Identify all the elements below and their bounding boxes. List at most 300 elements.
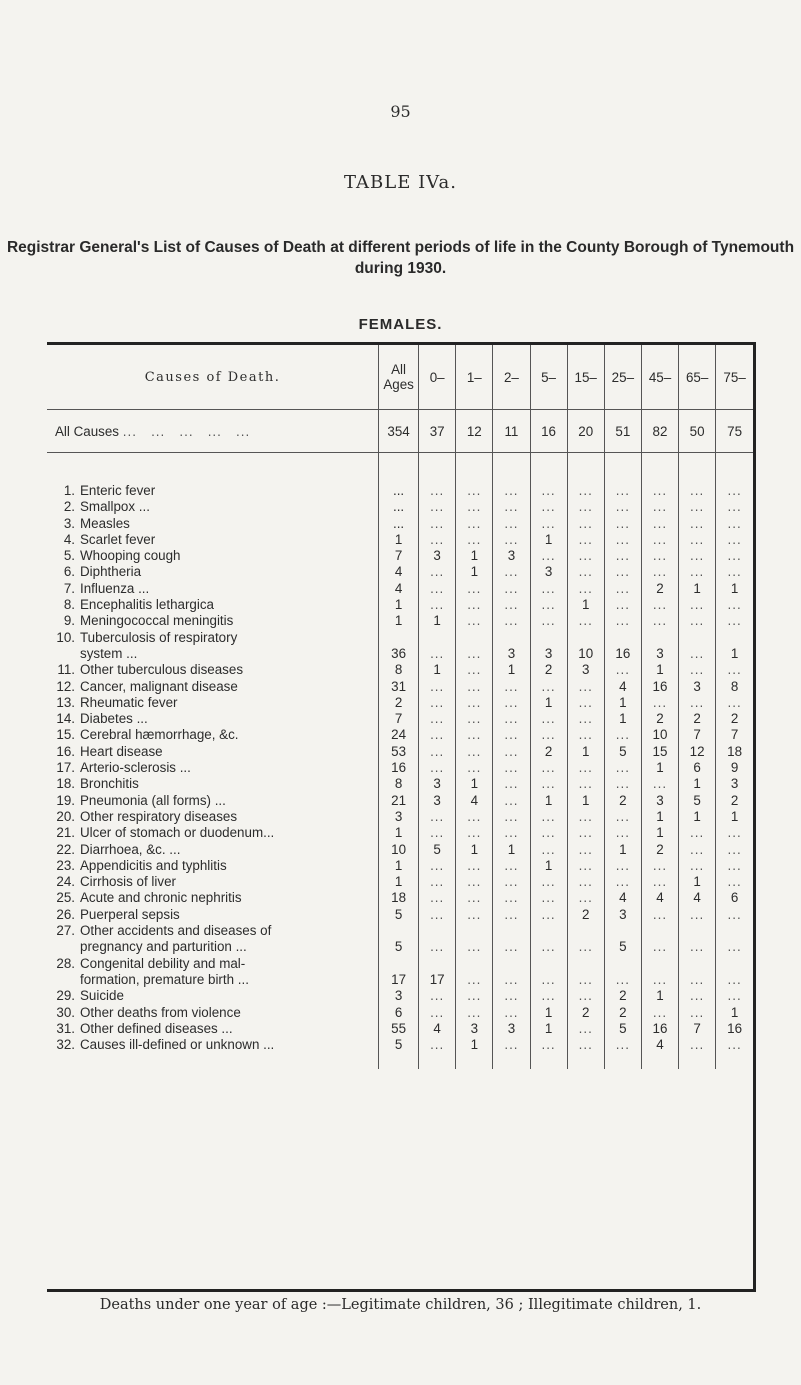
age-group-cell: ... bbox=[419, 809, 456, 825]
age-group-cell: 6 bbox=[679, 760, 716, 776]
age-group-cell: 1 bbox=[641, 809, 678, 825]
table-row bbox=[47, 890, 753, 906]
age-group-cell: ... bbox=[530, 956, 567, 989]
age-group-cell: 1 bbox=[567, 597, 604, 613]
age-group-cell: ... bbox=[604, 858, 641, 874]
age-group-cell: 3 bbox=[530, 630, 567, 663]
age-group-cell: ... bbox=[716, 597, 753, 613]
cause-number: 10. bbox=[56, 629, 75, 645]
age-group-cell: ... bbox=[493, 890, 530, 906]
cause-cell bbox=[47, 613, 379, 629]
all-ages-cell: 21 bbox=[379, 793, 419, 809]
age-group-cell: ... bbox=[456, 613, 493, 629]
age-group-cell: ... bbox=[641, 907, 678, 923]
cause-label: Measles bbox=[80, 515, 130, 531]
age-group-cell: 15 bbox=[641, 744, 678, 760]
age-group-cell: 1 bbox=[679, 809, 716, 825]
cause-number: 20. bbox=[56, 808, 75, 824]
age-group-cell: ... bbox=[419, 890, 456, 906]
age-group-cell: 5 bbox=[419, 842, 456, 858]
age-group-cell: ... bbox=[567, 548, 604, 564]
header-age-5: 5– bbox=[530, 345, 567, 410]
cause-number: 11. bbox=[57, 662, 75, 678]
header-age-65: 65– bbox=[679, 345, 716, 410]
age-group-cell: ... bbox=[567, 809, 604, 825]
age-group-cell: ... bbox=[493, 483, 530, 499]
all-ages-cell: 1 bbox=[379, 532, 419, 548]
age-group-cell: ... bbox=[641, 956, 678, 989]
age-group-cell: ... bbox=[419, 825, 456, 841]
cause-number: 7. bbox=[63, 580, 75, 596]
age-group-cell: ... bbox=[456, 630, 493, 663]
age-group-cell: 1 bbox=[641, 825, 678, 841]
age-group-cell: ... bbox=[567, 988, 604, 1004]
age-group-cell: 3 bbox=[641, 630, 678, 663]
cause-label: Other respiratory diseases bbox=[80, 808, 238, 824]
age-group-cell: ... bbox=[530, 597, 567, 613]
all-causes-cell: 16 bbox=[530, 410, 567, 453]
age-group-cell: ... bbox=[530, 1037, 567, 1053]
age-group-cell: ... bbox=[493, 564, 530, 580]
age-group-cell: 1 bbox=[604, 842, 641, 858]
age-group-cell: ... bbox=[716, 613, 753, 629]
age-group-cell: ... bbox=[716, 956, 753, 989]
cause-label: Appendicitis and typhlitis bbox=[80, 857, 227, 873]
age-group-cell: 3 bbox=[716, 776, 753, 792]
age-group-cell: ... bbox=[493, 744, 530, 760]
age-group-cell: ... bbox=[419, 1005, 456, 1021]
cause-cell bbox=[47, 711, 379, 727]
age-group-cell: 4 bbox=[419, 1021, 456, 1037]
all-causes-cell: 51 bbox=[604, 410, 641, 453]
age-group-cell: 1 bbox=[716, 630, 753, 663]
age-group-cell: ... bbox=[456, 874, 493, 890]
age-group-cell: 3 bbox=[530, 564, 567, 580]
cause-label: Other accidents and diseases of bbox=[80, 923, 272, 939]
table-row bbox=[47, 516, 753, 532]
age-group-cell: 5 bbox=[604, 1021, 641, 1037]
age-group-cell: 2 bbox=[604, 1005, 641, 1021]
cause-label: Other deaths from violence bbox=[80, 1004, 241, 1020]
age-group-cell: ... bbox=[493, 776, 530, 792]
cause-label: Encephalitis lethargica bbox=[80, 597, 214, 613]
age-group-cell: 1 bbox=[456, 1037, 493, 1053]
cause-cell bbox=[47, 516, 379, 532]
cause-label: Diarrhoea, &c. ... bbox=[80, 841, 181, 857]
age-group-cell: 7 bbox=[679, 1021, 716, 1037]
age-group-cell: ... bbox=[679, 1005, 716, 1021]
cause-cell bbox=[47, 956, 379, 989]
cause-cell bbox=[47, 809, 379, 825]
age-group-cell: ... bbox=[567, 516, 604, 532]
age-group-cell: 2 bbox=[641, 581, 678, 597]
age-group-cell: ... bbox=[419, 630, 456, 663]
table-row bbox=[47, 858, 753, 874]
age-group-cell: ... bbox=[567, 695, 604, 711]
table-row bbox=[47, 1037, 753, 1053]
age-group-cell: 6 bbox=[716, 890, 753, 906]
age-group-cell: ... bbox=[456, 825, 493, 841]
age-group-cell: 3 bbox=[419, 793, 456, 809]
cause-number: 27. bbox=[56, 923, 75, 939]
age-group-cell: 1 bbox=[530, 858, 567, 874]
all-ages-cell: 18 bbox=[379, 890, 419, 906]
table-row bbox=[47, 907, 753, 923]
age-group-cell: 7 bbox=[716, 727, 753, 743]
age-group-cell: ... bbox=[456, 483, 493, 499]
age-group-cell: ... bbox=[716, 923, 753, 956]
cause-cell bbox=[47, 874, 379, 890]
table-row bbox=[47, 923, 753, 956]
all-ages-cell: 4 bbox=[379, 581, 419, 597]
age-group-cell: ... bbox=[716, 874, 753, 890]
age-group-cell: ... bbox=[493, 1005, 530, 1021]
age-group-cell: 1 bbox=[716, 1005, 753, 1021]
table-row bbox=[47, 825, 753, 841]
age-group-cell: ... bbox=[530, 988, 567, 1004]
cause-number: 4. bbox=[63, 531, 75, 547]
cause-number: 24. bbox=[56, 874, 75, 890]
age-group-cell: 9 bbox=[716, 760, 753, 776]
age-group-cell: ... bbox=[456, 890, 493, 906]
age-group-cell: 3 bbox=[419, 548, 456, 564]
age-group-cell: ... bbox=[716, 858, 753, 874]
age-group-cell: ... bbox=[716, 825, 753, 841]
age-group-cell: ... bbox=[641, 874, 678, 890]
age-group-cell: ... bbox=[679, 532, 716, 548]
age-group-cell: ... bbox=[419, 907, 456, 923]
age-group-cell: 2 bbox=[567, 1005, 604, 1021]
cause-label-continued: formation, premature birth ... bbox=[80, 971, 249, 987]
age-group-cell: ... bbox=[567, 483, 604, 499]
cause-label: Arterio-sclerosis ... bbox=[80, 760, 191, 776]
table-row bbox=[47, 760, 753, 776]
age-group-cell: ... bbox=[604, 564, 641, 580]
age-group-cell: ... bbox=[641, 483, 678, 499]
age-group-cell: ... bbox=[419, 988, 456, 1004]
all-ages-cell: 4 bbox=[379, 564, 419, 580]
all-causes-cell: 50 bbox=[679, 410, 716, 453]
age-group-cell: ... bbox=[456, 956, 493, 989]
cause-number: 17. bbox=[56, 760, 75, 776]
table-row bbox=[47, 809, 753, 825]
age-group-cell: 10 bbox=[567, 630, 604, 663]
age-group-cell: ... bbox=[716, 548, 753, 564]
cause-label: Influenza ... bbox=[80, 580, 150, 596]
cause-cell bbox=[47, 744, 379, 760]
all-ages-cell: 7 bbox=[379, 711, 419, 727]
header-age-45: 45– bbox=[641, 345, 678, 410]
age-group-cell: ... bbox=[567, 1037, 604, 1053]
age-group-cell: ... bbox=[679, 1037, 716, 1053]
age-group-cell: ... bbox=[716, 695, 753, 711]
age-group-cell: ... bbox=[716, 564, 753, 580]
age-group-cell: ... bbox=[530, 890, 567, 906]
all-ages-cell: 5 bbox=[379, 907, 419, 923]
age-group-cell: ... bbox=[530, 776, 567, 792]
cause-number: 32. bbox=[56, 1037, 75, 1053]
age-group-cell: ... bbox=[641, 613, 678, 629]
age-group-cell: 3 bbox=[456, 1021, 493, 1037]
table-row bbox=[47, 630, 753, 663]
cause-number: 16. bbox=[56, 743, 75, 759]
age-group-cell: 2 bbox=[530, 662, 567, 678]
age-group-cell: ... bbox=[456, 1005, 493, 1021]
cause-label: Diphtheria bbox=[80, 564, 142, 580]
all-ages-cell: 31 bbox=[379, 679, 419, 695]
cause-number: 22. bbox=[56, 841, 75, 857]
age-group-cell: ... bbox=[530, 548, 567, 564]
age-group-cell: ... bbox=[604, 956, 641, 989]
age-group-cell: ... bbox=[493, 695, 530, 711]
table-row bbox=[47, 532, 753, 548]
causes-of-death-table bbox=[47, 345, 753, 1069]
age-group-cell: ... bbox=[530, 581, 567, 597]
age-group-cell: ... bbox=[456, 516, 493, 532]
cause-label: Cerebral hæmorrhage, &c. bbox=[80, 727, 239, 743]
age-group-cell: 3 bbox=[493, 630, 530, 663]
age-group-cell: ... bbox=[419, 499, 456, 515]
header-cause: Causes of Death. bbox=[144, 369, 281, 385]
all-causes-label: All Causes ... ... ... ... ... bbox=[47, 410, 379, 453]
cause-label: Enteric fever bbox=[80, 483, 156, 498]
all-causes-cell: 11 bbox=[493, 410, 530, 453]
age-group-cell: 2 bbox=[604, 793, 641, 809]
age-group-cell: ... bbox=[604, 874, 641, 890]
age-group-cell: ... bbox=[456, 907, 493, 923]
cause-cell bbox=[47, 1005, 379, 1021]
cause-cell bbox=[47, 890, 379, 906]
age-group-cell: ... bbox=[567, 613, 604, 629]
age-group-cell: ... bbox=[530, 711, 567, 727]
table-row bbox=[47, 874, 753, 890]
cause-label-continued: system ... bbox=[80, 645, 138, 661]
age-group-cell: ... bbox=[456, 727, 493, 743]
age-group-cell: ... bbox=[567, 760, 604, 776]
header-age-25: 25– bbox=[604, 345, 641, 410]
age-group-cell: ... bbox=[679, 613, 716, 629]
age-group-cell: 8 bbox=[716, 679, 753, 695]
cause-number: 19. bbox=[56, 792, 75, 808]
all-ages-cell: 17 bbox=[379, 956, 419, 989]
age-group-cell: ... bbox=[530, 483, 567, 499]
age-group-cell: ... bbox=[493, 1037, 530, 1053]
age-group-cell: ... bbox=[567, 858, 604, 874]
age-group-cell: ... bbox=[567, 923, 604, 956]
age-group-cell: 5 bbox=[604, 923, 641, 956]
age-group-cell: ... bbox=[679, 695, 716, 711]
age-group-cell: ... bbox=[419, 695, 456, 711]
age-group-cell: ... bbox=[604, 613, 641, 629]
age-group-cell: ... bbox=[493, 809, 530, 825]
age-group-cell: ... bbox=[456, 711, 493, 727]
all-causes-row bbox=[47, 410, 753, 453]
age-group-cell: ... bbox=[530, 679, 567, 695]
all-ages-cell: ... bbox=[379, 483, 419, 499]
age-group-cell: ... bbox=[456, 581, 493, 597]
table-body bbox=[47, 410, 753, 1070]
age-group-cell: 16 bbox=[641, 679, 678, 695]
all-ages-cell: 1 bbox=[379, 613, 419, 629]
table-title: Registrar General's List of Causes of Death at different periods of life in the County Borough of Tynemouth during 1930. bbox=[6, 239, 795, 277]
age-group-cell: ... bbox=[567, 776, 604, 792]
age-group-cell: 1 bbox=[530, 532, 567, 548]
age-group-cell: ... bbox=[456, 809, 493, 825]
age-group-cell: ... bbox=[456, 662, 493, 678]
age-group-cell: 4 bbox=[456, 793, 493, 809]
cause-number: 26. bbox=[56, 906, 75, 922]
cause-label: Causes ill-defined or unknown ... bbox=[80, 1037, 275, 1053]
age-group-cell: ... bbox=[419, 874, 456, 890]
age-group-cell: ... bbox=[679, 923, 716, 956]
age-group-cell: 1 bbox=[641, 988, 678, 1004]
age-group-cell: ... bbox=[493, 727, 530, 743]
cause-number: 21. bbox=[56, 825, 75, 841]
cause-label: Cirrhosis of liver bbox=[80, 874, 176, 890]
age-group-cell: ... bbox=[493, 597, 530, 613]
age-group-cell: ... bbox=[493, 711, 530, 727]
header-age-0: 0– bbox=[419, 345, 456, 410]
cause-number: 14. bbox=[56, 711, 75, 727]
age-group-cell: ... bbox=[641, 1005, 678, 1021]
all-ages-cell: 3 bbox=[379, 809, 419, 825]
age-group-cell: ... bbox=[530, 760, 567, 776]
age-group-cell: ... bbox=[456, 679, 493, 695]
age-group-cell: ... bbox=[567, 825, 604, 841]
age-group-cell: ... bbox=[530, 907, 567, 923]
age-group-cell: ... bbox=[530, 613, 567, 629]
age-group-cell: ... bbox=[419, 744, 456, 760]
age-group-cell: ... bbox=[604, 499, 641, 515]
cause-cell bbox=[47, 858, 379, 874]
age-group-cell: ... bbox=[679, 907, 716, 923]
age-group-cell: 4 bbox=[679, 890, 716, 906]
all-ages-cell: 8 bbox=[379, 662, 419, 678]
cause-number: 8. bbox=[63, 597, 75, 613]
all-causes-cell: 37 bbox=[419, 410, 456, 453]
header-age-15: 15– bbox=[567, 345, 604, 410]
table-row bbox=[47, 662, 753, 678]
cause-label: Congenital debility and mal- bbox=[80, 955, 246, 971]
cause-cell bbox=[47, 548, 379, 564]
age-group-cell: 5 bbox=[604, 744, 641, 760]
age-group-cell: ... bbox=[679, 483, 716, 499]
age-group-cell: ... bbox=[493, 532, 530, 548]
table-row bbox=[47, 581, 753, 597]
age-group-cell: 17 bbox=[419, 956, 456, 989]
cause-cell bbox=[47, 1037, 379, 1053]
age-group-cell: 1 bbox=[456, 842, 493, 858]
cause-number: 23. bbox=[56, 857, 75, 873]
age-group-cell: 18 bbox=[716, 744, 753, 760]
age-group-cell: ... bbox=[604, 532, 641, 548]
age-group-cell: 1 bbox=[419, 613, 456, 629]
cause-label-continued: pregnancy and parturition ... bbox=[80, 939, 247, 955]
age-group-cell: ... bbox=[493, 581, 530, 597]
age-group-cell: 2 bbox=[716, 711, 753, 727]
all-ages-cell: ... bbox=[379, 499, 419, 515]
age-group-cell: ... bbox=[456, 988, 493, 1004]
age-group-cell: 16 bbox=[716, 1021, 753, 1037]
cause-number: 9. bbox=[63, 613, 75, 629]
age-group-cell: ... bbox=[530, 825, 567, 841]
age-group-cell: ... bbox=[604, 809, 641, 825]
age-group-cell: ... bbox=[604, 776, 641, 792]
age-group-cell: ... bbox=[679, 858, 716, 874]
cause-cell bbox=[47, 483, 379, 499]
age-group-cell: ... bbox=[716, 516, 753, 532]
cause-label: Cancer, malignant disease bbox=[80, 678, 238, 694]
age-group-cell: ... bbox=[679, 662, 716, 678]
cause-cell bbox=[47, 793, 379, 809]
age-group-cell: ... bbox=[641, 532, 678, 548]
all-ages-cell: 16 bbox=[379, 760, 419, 776]
age-group-cell: 2 bbox=[716, 793, 753, 809]
cause-cell bbox=[47, 1021, 379, 1037]
age-group-cell: ... bbox=[604, 1037, 641, 1053]
age-group-cell: ... bbox=[493, 858, 530, 874]
age-group-cell: ... bbox=[604, 825, 641, 841]
cause-number: 6. bbox=[63, 564, 75, 580]
age-group-cell: ... bbox=[456, 532, 493, 548]
all-ages-cell: 1 bbox=[379, 825, 419, 841]
age-group-cell: 1 bbox=[567, 793, 604, 809]
age-group-cell: 4 bbox=[641, 890, 678, 906]
cause-label: Ulcer of stomach or duodenum... bbox=[80, 825, 275, 841]
cause-label: Acute and chronic nephritis bbox=[80, 890, 242, 906]
age-group-cell: 3 bbox=[493, 1021, 530, 1037]
cause-number: 3. bbox=[63, 515, 75, 531]
age-group-cell: ... bbox=[679, 630, 716, 663]
age-group-cell: 1 bbox=[716, 581, 753, 597]
cause-number: 5. bbox=[63, 548, 75, 564]
cause-cell bbox=[47, 499, 379, 515]
age-group-cell: ... bbox=[604, 760, 641, 776]
age-group-cell: 3 bbox=[604, 907, 641, 923]
age-group-cell: ... bbox=[493, 874, 530, 890]
cause-label: Heart disease bbox=[80, 743, 163, 759]
cause-cell bbox=[47, 679, 379, 695]
age-group-cell: 1 bbox=[679, 874, 716, 890]
age-group-cell: ... bbox=[530, 516, 567, 532]
age-group-cell: ... bbox=[419, 581, 456, 597]
age-group-cell: 1 bbox=[456, 564, 493, 580]
age-group-cell: ... bbox=[567, 532, 604, 548]
all-ages-cell: 7 bbox=[379, 548, 419, 564]
age-group-cell: ... bbox=[493, 956, 530, 989]
causes-of-death-table-frame bbox=[47, 342, 756, 1292]
table-row bbox=[47, 613, 753, 629]
all-causes-total: 354 bbox=[379, 410, 419, 453]
age-group-cell: ... bbox=[493, 988, 530, 1004]
cause-cell bbox=[47, 564, 379, 580]
table-row bbox=[47, 776, 753, 792]
age-group-cell: ... bbox=[641, 499, 678, 515]
age-group-cell: ... bbox=[493, 923, 530, 956]
table-subtitle: FEMALES. bbox=[358, 316, 443, 333]
age-group-cell: 2 bbox=[641, 711, 678, 727]
cause-label: Puerperal sepsis bbox=[80, 906, 180, 922]
age-group-cell: ... bbox=[419, 516, 456, 532]
age-group-cell: 1 bbox=[530, 793, 567, 809]
cause-number: 28. bbox=[56, 955, 75, 971]
age-group-cell: ... bbox=[641, 858, 678, 874]
age-group-cell: 2 bbox=[604, 988, 641, 1004]
age-group-cell: ... bbox=[716, 1037, 753, 1053]
age-group-cell: ... bbox=[567, 890, 604, 906]
age-group-cell: ... bbox=[716, 662, 753, 678]
age-group-cell: ... bbox=[716, 532, 753, 548]
